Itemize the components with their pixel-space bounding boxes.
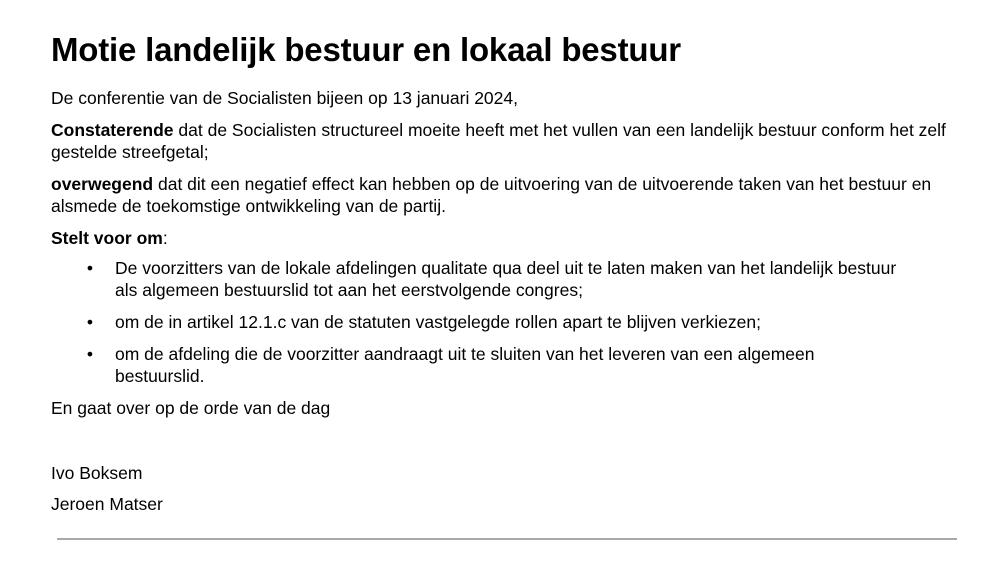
horizontal-divider [57,538,957,540]
proposal-item [51,311,905,333]
stelt-voor-suffix: : [162,228,168,248]
overwegend-paragraph [51,173,951,217]
proposals-list [51,257,951,387]
overwegend-text: dat dit een negatief effect kan hebben op de uitvoering van de uitvoerende taken van het bestuur en alsmede de toekomstige ontwikkeling van de partij. [51,174,932,216]
constaterende-paragraph [51,119,951,163]
bullet-icon: • [86,344,94,364]
signatory-name: Jeroen Matser [51,494,163,514]
overwegend-keyword: overwegend [51,174,154,194]
proposal-text: om de afdeling die de voorzitter aandraagt uit te sluiten van het leveren van een algemeen bestuurslid. [115,344,815,386]
stelt-voor-heading [51,227,951,249]
stelt-voor-keyword: Stelt voor om [51,228,163,248]
proposal-text: om de in artikel 12.1.c van de statuten vastgelegde rollen apart te blijven verkiezen; [115,312,761,332]
constaterende-keyword: Constaterende [51,120,174,140]
proposal-item [51,257,905,301]
bullet-icon: • [86,258,94,278]
signatory-name: Ivo Boksem [51,463,143,483]
closing-line: En gaat over op de orde van de dag [51,398,331,418]
bullet-icon: • [86,312,94,332]
intro-paragraph: De conferentie van de Socialisten bijeen op 13 januari 2024, [51,88,518,108]
proposal-text: De voorzitters van de lokale afdelingen qualitate qua deel uit te laten maken van het landelijk bestuur als algemeen bestuurslid tot aan het eerstvolgende congres; [115,258,897,300]
constaterende-text: dat de Socialisten structureel moeite heeft met het vullen van een landelijk bestuur conform het zelf gestelde streefgetal; [51,120,946,162]
proposal-item [51,343,905,387]
document-title: Motie landelijk bestuur en lokaal bestuur [51,31,681,68]
